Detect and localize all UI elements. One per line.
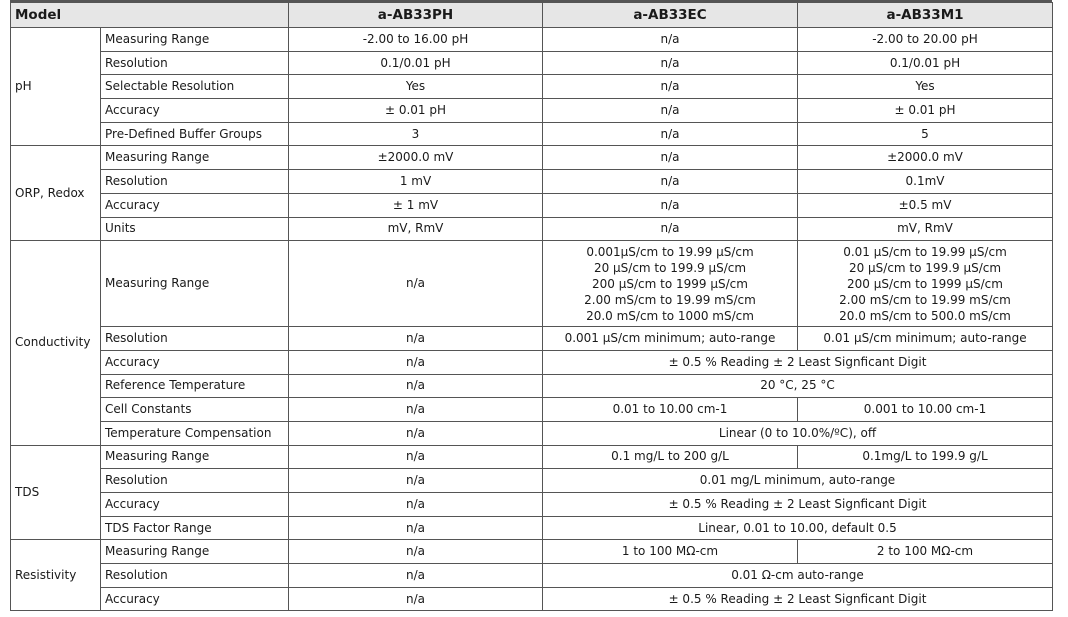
value-cell: n/a: [289, 493, 543, 517]
value-cell-merged: ± 0.5 % Reading ± 2 Least Signficant Digit: [543, 350, 1053, 374]
group-label-conductivity: Conductivity: [11, 241, 101, 445]
model-header: Model: [11, 3, 289, 28]
header-row: [11, 3, 1053, 28]
param-label: Accuracy: [101, 193, 289, 217]
value-cell: Yes: [798, 75, 1053, 99]
param-label: TDS Factor Range: [101, 516, 289, 540]
value-cell-merged: 20 °C, 25 °C: [543, 374, 1053, 398]
table-row: [11, 374, 1053, 398]
value-cell: 1 to 100 MΩ-cm: [543, 540, 798, 564]
value-cell-multiline: [543, 241, 798, 327]
param-label: Units: [101, 217, 289, 241]
value-cell: n/a: [543, 122, 798, 146]
value-cell: -2.00 to 16.00 pH: [289, 28, 543, 52]
value-cell: n/a: [543, 217, 798, 241]
table-row: [11, 51, 1053, 75]
value-cell: 0.1 mg/L to 200 g/L: [543, 445, 798, 469]
param-label: Cell Constants: [101, 398, 289, 422]
value-cell: 0.1mg/L to 199.9 g/L: [798, 445, 1053, 469]
table-row: [11, 170, 1053, 194]
param-label: Measuring Range: [101, 28, 289, 52]
range-line: 20 μS/cm to 199.9 μS/cm: [848, 260, 1002, 275]
value-cell: n/a: [543, 193, 798, 217]
value-cell: ±2000.0 mV: [289, 146, 543, 170]
range-line: 20.0 mS/cm to 500.0 mS/cm: [839, 308, 1011, 323]
value-cell-merged: 0.01 mg/L minimum, auto-range: [543, 469, 1053, 493]
table-row: [11, 241, 1053, 327]
group-label-orp: ORP, Redox: [11, 146, 101, 241]
value-cell: n/a: [289, 421, 543, 445]
param-label: Reference Temperature: [101, 374, 289, 398]
range-line: 20.0 mS/cm to 1000 mS/cm: [586, 308, 754, 323]
value-cell: ±2000.0 mV: [798, 146, 1053, 170]
group-label-tds: TDS: [11, 445, 101, 540]
param-label: Accuracy: [101, 493, 289, 517]
spec-table: [10, 2, 1053, 611]
table-row: [11, 493, 1053, 517]
range-line: 2.00 mS/cm to 19.99 mS/cm: [839, 292, 1011, 307]
column-header: a-AB33PH: [289, 3, 543, 28]
param-label: Measuring Range: [101, 146, 289, 170]
range-line: 0.001μS/cm to 19.99 μS/cm: [586, 244, 754, 259]
column-header: a-AB33EC: [543, 3, 798, 28]
table-row: [11, 99, 1053, 123]
value-cell: Yes: [289, 75, 543, 99]
table-row: [11, 28, 1053, 52]
value-cell: n/a: [289, 445, 543, 469]
value-cell: 0.001 μS/cm minimum; auto-range: [543, 327, 798, 351]
param-label: Resolution: [101, 170, 289, 194]
range-line: 0.01 μS/cm to 19.99 μS/cm: [843, 244, 1007, 259]
param-label: Resolution: [101, 469, 289, 493]
value-cell: ± 0.01 pH: [798, 99, 1053, 123]
column-header: a-AB33M1: [798, 3, 1053, 28]
value-cell: n/a: [289, 398, 543, 422]
table-row: [11, 564, 1053, 588]
value-cell: n/a: [289, 587, 543, 611]
value-cell: n/a: [543, 75, 798, 99]
table-row: [11, 421, 1053, 445]
param-label: Selectable Resolution: [101, 75, 289, 99]
param-label: Temperature Compensation: [101, 421, 289, 445]
value-cell: n/a: [289, 350, 543, 374]
value-cell: n/a: [543, 51, 798, 75]
value-cell-merged: ± 0.5 % Reading ± 2 Least Signficant Digit: [543, 587, 1053, 611]
value-cell: 0.1/0.01 pH: [289, 51, 543, 75]
table-row: [11, 327, 1053, 351]
param-label: Resolution: [101, 564, 289, 588]
value-cell: n/a: [289, 516, 543, 540]
range-line: 2.00 mS/cm to 19.99 mS/cm: [584, 292, 756, 307]
range-line: 200 μS/cm to 1999 μS/cm: [592, 276, 748, 291]
group-label-ph: pH: [11, 28, 101, 146]
value-cell: 0.1/0.01 pH: [798, 51, 1053, 75]
value-cell-multiline: [798, 241, 1053, 327]
param-label: Accuracy: [101, 99, 289, 123]
table-row: [11, 350, 1053, 374]
param-label: Pre-Defined Buffer Groups: [101, 122, 289, 146]
value-cell-merged: Linear (0 to 10.0%/ºC), off: [543, 421, 1053, 445]
value-cell: n/a: [289, 564, 543, 588]
param-label: Measuring Range: [101, 241, 289, 327]
table-row: [11, 398, 1053, 422]
table-row: [11, 445, 1053, 469]
value-cell: 0.1mV: [798, 170, 1053, 194]
param-label: Accuracy: [101, 587, 289, 611]
value-cell: ±0.5 mV: [798, 193, 1053, 217]
value-cell: ± 0.01 pH: [289, 99, 543, 123]
value-cell: 0.01 μS/cm minimum; auto-range: [798, 327, 1053, 351]
value-cell: n/a: [543, 28, 798, 52]
value-cell: n/a: [543, 146, 798, 170]
table-row: [11, 516, 1053, 540]
value-cell: n/a: [289, 469, 543, 493]
table-row: [11, 217, 1053, 241]
table-row: [11, 146, 1053, 170]
value-cell: mV, RmV: [289, 217, 543, 241]
value-cell: 0.001 to 10.00 cm-1: [798, 398, 1053, 422]
value-cell-merged: ± 0.5 % Reading ± 2 Least Signficant Digit: [543, 493, 1053, 517]
table-row: [11, 75, 1053, 99]
param-label: Resolution: [101, 51, 289, 75]
value-cell: n/a: [289, 374, 543, 398]
table-row: [11, 587, 1053, 611]
table-row: [11, 122, 1053, 146]
value-cell: 3: [289, 122, 543, 146]
value-cell-merged: Linear, 0.01 to 10.00, default 0.5: [543, 516, 1053, 540]
range-line: 200 μS/cm to 1999 μS/cm: [847, 276, 1003, 291]
value-cell: n/a: [289, 540, 543, 564]
param-label: Measuring Range: [101, 445, 289, 469]
value-cell: n/a: [543, 170, 798, 194]
value-cell: mV, RmV: [798, 217, 1053, 241]
value-cell: -2.00 to 20.00 pH: [798, 28, 1053, 52]
value-cell: ± 1 mV: [289, 193, 543, 217]
group-label-resistivity: Resistivity: [11, 540, 101, 611]
range-line: 20 μS/cm to 199.9 μS/cm: [593, 260, 747, 275]
value-cell: n/a: [543, 99, 798, 123]
value-cell: 0.01 to 10.00 cm-1: [543, 398, 798, 422]
param-label: Resolution: [101, 327, 289, 351]
param-label: Accuracy: [101, 350, 289, 374]
table-row: [11, 193, 1053, 217]
value-cell: 1 mV: [289, 170, 543, 194]
param-label: Measuring Range: [101, 540, 289, 564]
table-row: [11, 540, 1053, 564]
value-cell: 2 to 100 MΩ-cm: [798, 540, 1053, 564]
value-cell-merged: 0.01 Ω-cm auto-range: [543, 564, 1053, 588]
value-cell: 5: [798, 122, 1053, 146]
table-row: [11, 469, 1053, 493]
value-cell: n/a: [289, 327, 543, 351]
value-cell: n/a: [289, 241, 543, 327]
